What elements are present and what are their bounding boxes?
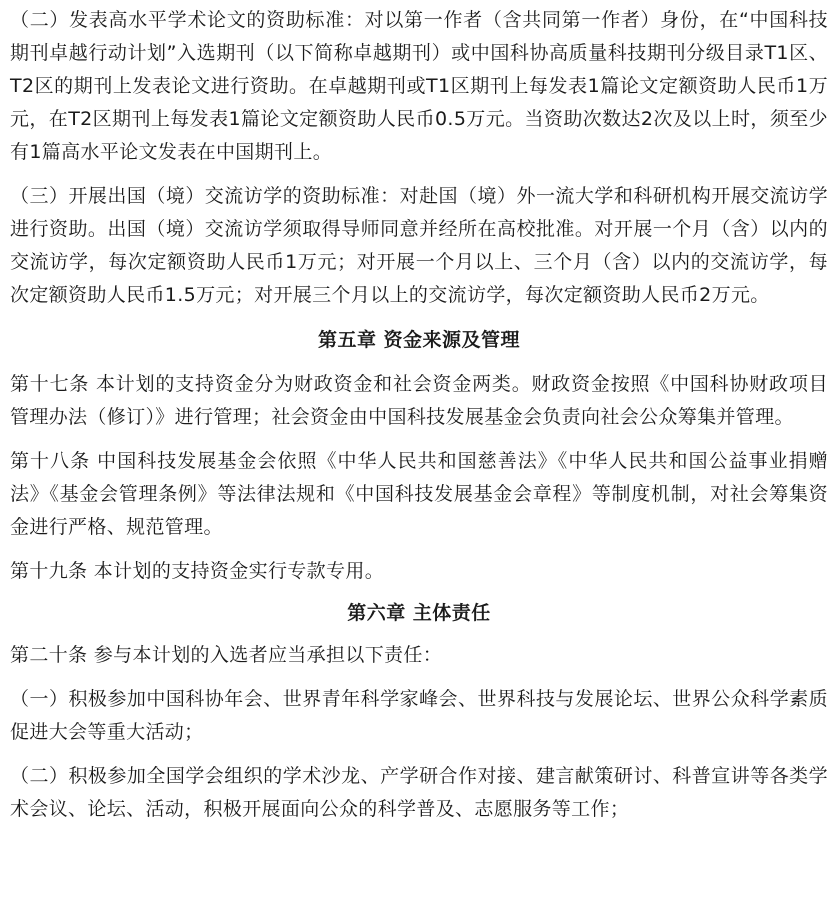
paragraph-section-2: （二）发表高水平学术论文的资助标准：对以第一作者（含共同第一作者）身份，在“中国科技期刊卓越行动计划”入选期刊（以下简称卓越期刊）或中国科协高质量科技期刊分级目录T1区、T2区的期刊上发表论文进行资助。在卓越期刊或T1区期刊上每发表1篇论文定额资助人民币1万元，在T2区期刊上每发表1篇论文定额资助人民币0.5万元。当资助次数达2次及以上时，须至少有1篇高水平论文发表在中国期刊上。 xyxy=(10,9,828,163)
paragraph-article-20: 第二十条 参与本计划的入选者应当承担以下责任： xyxy=(10,644,443,666)
paragraph-article-19: 第十九条 本计划的支持资金实行专款专用。 xyxy=(10,560,385,582)
chapter-6-heading: 第六章 主体责任 xyxy=(347,602,491,624)
paragraph-article-18: 第十八条 中国科技发展基金会依照《中华人民共和国慈善法》《中华人民共和国公益事业捐赠法》《基金会管理条例》等法律法规和《中国科技发展基金会章程》等制度机制，对社会筹集资金进行严格、规范管理。 xyxy=(10,450,828,538)
paragraph-responsibility-2: （二）积极参加全国学会组织的学术沙龙、产学研合作对接、建言献策研讨、科普宣讲等各类学术会议、论坛、活动，积极开展面向公众的科学普及、志愿服务等工作； xyxy=(10,765,828,820)
paragraph-article-17: 第十七条 本计划的支持资金分为财政资金和社会资金两类。财政资金按照《中国科协财政项目管理办法（修订）》进行管理；社会资金由中国科技发展基金会负责向社会公众筹集并管理。 xyxy=(10,373,828,428)
paragraph-section-3: （三）开展出国（境）交流访学的资助标准：对赴国（境）外一流大学和科研机构开展交流访学进行资助。出国（境）交流访学须取得导师同意并经所在高校批准。对开展一个月（含）以内的交流访学，每次定额资助人民币1万元；对开展一个月以上、三个月（含）以内的交流访学，每次定额资助人民币1.5万元；对开展三个月以上的交流访学，每次定额资助人民币2万元。 xyxy=(10,185,828,306)
paragraph-responsibility-1: （一）积极参加中国科协年会、世界青年科学家峰会、世界科技与发展论坛、世界公众科学素质促进大会等重大活动； xyxy=(10,688,828,743)
chapter-5-heading: 第五章 资金来源及管理 xyxy=(317,329,521,351)
